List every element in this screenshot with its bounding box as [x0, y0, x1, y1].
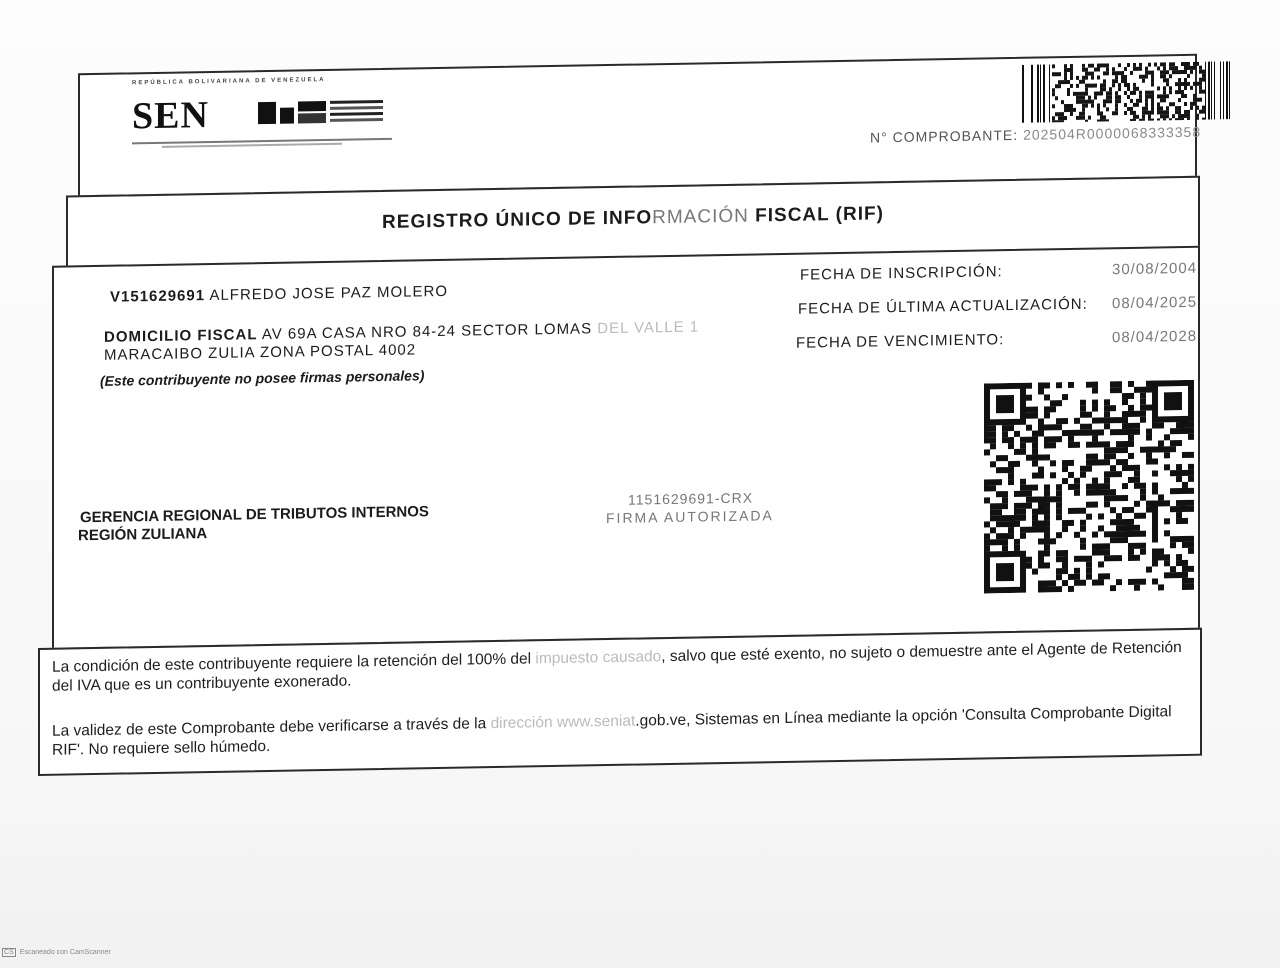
qr-code	[984, 380, 1194, 594]
signature-code: 1151629691-CRX	[628, 489, 754, 508]
footer-notes	[38, 628, 1202, 776]
domicilio-label: DOMICILIO FISCAL	[104, 326, 258, 346]
rif-document	[38, 36, 1202, 766]
comprobante-label: N° COMPROBANTE:	[870, 126, 1019, 146]
retention-note: La condición de este contribuyente requiere la retención del 100% del impuesto causado, salvo que esté exento, no sujeto o demuestre ante el Agente de Retención del IVA que es un contribuyente exonerado.	[52, 639, 1182, 695]
domicilio-line-1: DOMICILIO FISCAL AV 69A CASA NRO 84-24 SECTOR LOMAS DEL VALLE 1	[104, 318, 700, 346]
seniat-logo-subtitle	[132, 136, 392, 153]
fecha-actualizacion-label: FECHA DE ÚLTIMA ACTUALIZACIÓN:	[798, 295, 1088, 318]
document-header	[78, 54, 1202, 198]
camscanner-text: Escaneado con CamScanner	[19, 949, 111, 956]
validity-note: La validez de este Comprobante debe verificarse a través de la dirección www.seniat.gob.ve, Sistemas en Línea mediante la opción 'Consulta Comprobante Digital RIF'. No requiere sello húmedo.	[52, 703, 1172, 759]
domicilio-line-2: MARACAIBO ZULIA ZONA POSTAL 4002	[104, 341, 417, 364]
firmas-note: (Este contribuyente no posee firmas personales)	[100, 367, 425, 389]
camscanner-icon: CS	[4, 949, 14, 956]
fecha-vencimiento-value: 08/04/2028	[1112, 327, 1198, 347]
signature-label: FIRMA AUTORIZADA	[606, 507, 774, 527]
fecha-inscripcion-label: FECHA DE INSCRIPCIÓN:	[800, 263, 1003, 284]
rif-number: V151629691	[110, 287, 206, 306]
republic-line: REPÚBLICA BOLIVARIANA DE VENEZUELA	[132, 76, 326, 87]
office-line-1: GERENCIA REGIONAL DE TRIBUTOS INTERNOS	[80, 503, 429, 527]
comprobante-number	[870, 124, 1201, 146]
fecha-vencimiento-label: FECHA DE VENCIMIENTO:	[796, 331, 1005, 352]
barcode-2d	[1022, 61, 1234, 123]
taxpayer-section	[52, 246, 1200, 650]
page-title: REGISTRO ÚNICO DE INFORMACIÓN FISCAL (RIF)	[382, 203, 884, 233]
seniat-logo: SEN	[132, 94, 209, 138]
office-line-2: REGIÓN ZULIANA	[78, 525, 208, 545]
fecha-inscripcion-value: 30/08/2004	[1112, 259, 1198, 279]
comprobante-value: 202504R0000068333358	[1023, 123, 1202, 143]
taxpayer-identity	[110, 283, 448, 306]
fecha-actualizacion-value: 08/04/2025	[1112, 293, 1198, 313]
seniat-logo-mark	[258, 98, 383, 126]
taxpayer-name: ALFREDO JOSE PAZ MOLERO	[209, 282, 449, 305]
camscanner-watermark	[2, 948, 111, 957]
